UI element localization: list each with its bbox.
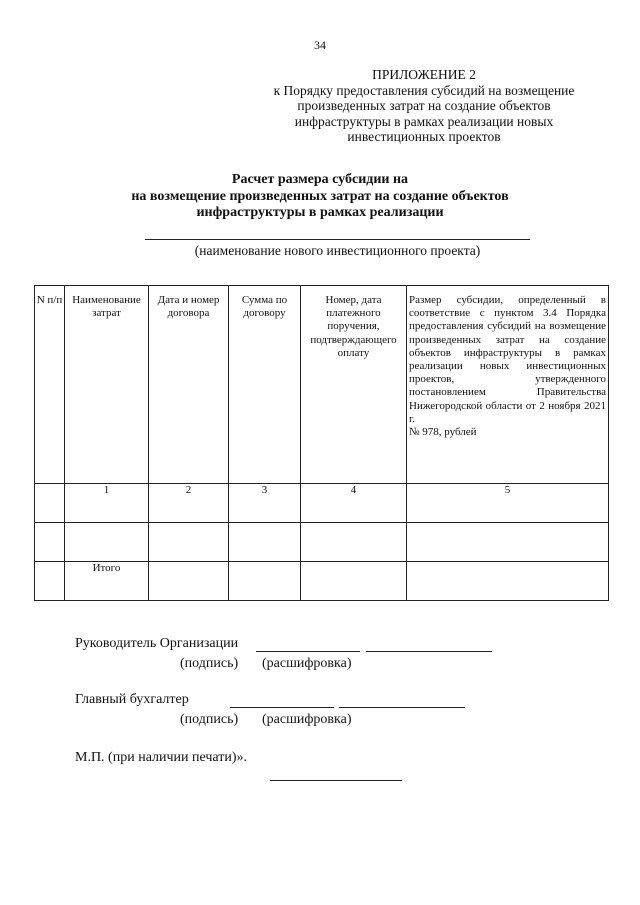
table-row-empty [35, 523, 609, 562]
table-cell [407, 562, 609, 601]
header-cell-subsidy-amount [407, 286, 609, 484]
heading-line: инфраструктуры в рамках реализации [196, 205, 444, 221]
head-sign-caption: (подпись) [180, 656, 239, 671]
total-label: Итого [65, 562, 149, 601]
header-cell-contract-date: Дата и номер договора [149, 286, 229, 484]
table-cell [149, 562, 229, 601]
appendix-line: инвестиционных проектов [347, 129, 501, 145]
table-cell [301, 523, 407, 562]
table-cell [301, 562, 407, 601]
document-heading [0, 172, 640, 222]
table-cell: 2 [149, 484, 229, 523]
appendix-line: инфраструктуры в рамках реализации новых [294, 113, 554, 129]
project-name-caption: (наименование нового инвестиционного проекта) [194, 243, 481, 258]
table-cell [35, 484, 65, 523]
table-cell: 3 [229, 484, 301, 523]
table-header-row [35, 286, 609, 484]
table-cell: 4 [301, 484, 407, 523]
accountant-decode-line [339, 707, 465, 708]
head-signature-line [256, 651, 360, 652]
accountant-decode-caption: (расшифровка) [262, 712, 352, 727]
subsidy-table [34, 285, 609, 601]
head-decode-line [366, 651, 492, 652]
bottom-line [270, 780, 402, 781]
header-cell-contract-sum: Сумма по договору [229, 286, 301, 484]
header-subsidy-text: Размер субсидии, определенный в соответствие с пунктом 3.4 Порядка предоставления субсидий на возмещение произведенных затрат на создание объектов инфраструктуры в рамках реализации новых инвестиционных проектов, утвержденного постановлением Правительства Нижегородской области от 2 ноября 2021 г. [409, 294, 606, 425]
chief-accountant-label: Главный бухгалтер [75, 692, 189, 707]
heading-line: на возмещение произведенных затрат на создание объектов [131, 188, 509, 204]
head-of-organization-label: Руководитель Организации [75, 636, 239, 651]
page-number: 34 [314, 38, 326, 52]
project-name-line [145, 239, 530, 240]
table-cell [35, 562, 65, 601]
header-cell-number: N п/п [35, 286, 65, 484]
table-cell: 1 [65, 484, 149, 523]
table-cell [229, 523, 301, 562]
appendix-block [250, 67, 598, 145]
table-row-total [35, 562, 609, 601]
accountant-signature-line [230, 707, 334, 708]
header-cell-payment-order: Номер, дата платежного поручения, подтверждающего оплату [301, 286, 407, 484]
appendix-line: к Порядку предоставления субсидий на возмещение [273, 82, 575, 98]
header-cell-expense-name: Наименование затрат [65, 286, 149, 484]
table-cell [149, 523, 229, 562]
head-decode-caption: (расшифровка) [262, 656, 352, 671]
accountant-sign-caption: (подпись) [180, 712, 239, 727]
stamp-note: М.П. (при наличии печати)». [75, 750, 248, 765]
table-cell [407, 523, 609, 562]
header-subsidy-text-end: № 978, рублей [409, 426, 477, 439]
table-row-numbers [35, 484, 609, 523]
table-cell: 5 [407, 484, 609, 523]
appendix-title: ПРИЛОЖЕНИЕ 2 [372, 67, 476, 82]
table-cell [229, 562, 301, 601]
table-cell [65, 523, 149, 562]
heading-line: Расчет размера субсидии на [231, 172, 409, 187]
appendix-line: произведенных затрат на создание объектов [297, 98, 551, 114]
table-cell [35, 523, 65, 562]
